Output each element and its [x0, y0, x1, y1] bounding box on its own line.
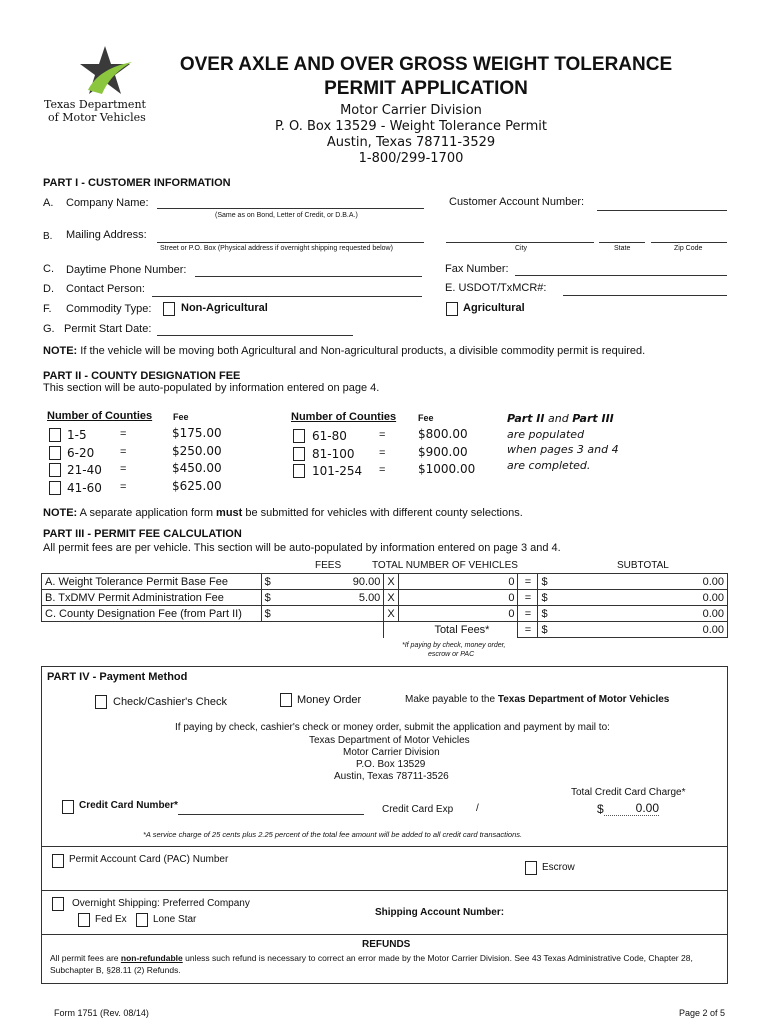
payable-to-text: Make payable to the Texas Department of Motor Vehicles — [405, 694, 670, 705]
total-cell: $ 0.00 — [538, 622, 728, 638]
fee-cell: $ — [261, 606, 384, 622]
county-range: 21-40 — [67, 463, 102, 477]
part2-note: NOTE: A separate application form must be submitted for vehicles with different county selections. — [43, 507, 523, 519]
county-fee: $450.00 — [172, 461, 222, 475]
fee-label: B. TxDMV Permit Administration Fee — [42, 590, 262, 606]
times-cell: X — [384, 606, 398, 622]
part3-subheading: All permit fees are per vehicle. This section will be auto-populated by information entered on page 3 and 4. — [43, 542, 561, 554]
county-range: 81-100 — [312, 447, 355, 461]
state-field[interactable] — [599, 242, 645, 243]
county-range: 101-254 — [312, 464, 363, 478]
subtotal-column-header: SUBTOTAL — [617, 560, 669, 571]
service-charge-note: *A service charge of 25 cents plus 2.25 percent of the total fee amount will be added to all credit card transactions. — [143, 830, 523, 839]
mail-address-line: P.O. Box 13529 — [356, 759, 426, 770]
shipping-account-label: Shipping Account Number: — [375, 907, 505, 918]
county-equals: = — [379, 447, 386, 459]
part3-heading: PART III - PERMIT FEE CALCULATION — [43, 528, 242, 540]
mail-address-line: Austin, Texas 78711-3526 — [334, 771, 449, 782]
vehicle-count-field[interactable]: 0 — [398, 590, 518, 606]
fee-calculation-table — [41, 573, 728, 638]
non-agricultural-label: Non-Agricultural — [181, 302, 268, 314]
county-range: 61-80 — [312, 429, 347, 443]
cc-total-value: 0.00 — [604, 801, 659, 816]
credit-card-checkbox[interactable] — [62, 800, 74, 814]
contact-field[interactable] — [152, 296, 422, 297]
total-note-line2: escrow or PAC — [428, 651, 475, 658]
equals-cell: = — [518, 574, 538, 590]
usdot-label: E. USDOT/TxMCR#: — [445, 282, 547, 294]
county-range: 6-20 — [67, 446, 95, 460]
contact-label: Contact Person: — [66, 283, 145, 295]
part4-heading: PART IV - Payment Method — [47, 671, 188, 683]
divider — [41, 890, 728, 891]
money-order-label: Money Order — [297, 694, 362, 706]
account-number-label: Customer Account Number: — [449, 196, 585, 208]
agricultural-label: Agricultural — [463, 302, 525, 314]
cc-total-label: Total Credit Card Charge* — [571, 787, 686, 798]
county-fee: $1000.00 — [418, 462, 476, 476]
part1-heading: PART I - CUSTOMER INFORMATION — [43, 177, 231, 189]
county-equals: = — [120, 463, 127, 475]
agricultural-checkbox[interactable] — [446, 302, 458, 316]
logo-text-line2: of Motor Vehicles — [48, 111, 146, 124]
street-field[interactable] — [157, 242, 424, 243]
right-fee-header: Fee — [418, 413, 434, 423]
fees-column-header: FEES — [315, 560, 342, 571]
cc-total-dollar: $ — [597, 802, 604, 816]
lonestar-label: Lone Star — [153, 914, 197, 925]
escrow-checkbox[interactable] — [525, 861, 537, 875]
start-date-field[interactable] — [157, 335, 353, 336]
times-cell: X — [384, 574, 398, 590]
county-equals: = — [120, 446, 127, 458]
subtotal-cell: $ 0.00 — [538, 574, 728, 590]
c-letter: C. — [43, 263, 54, 275]
table-row — [42, 590, 728, 606]
b-letter: B. — [43, 231, 53, 242]
escrow-label: Escrow — [542, 862, 575, 873]
county-101-254-checkbox[interactable] — [293, 464, 305, 478]
county-equals: = — [120, 428, 127, 440]
vehicles-column-header: TOTAL NUMBER OF VEHICLES — [372, 560, 518, 571]
county-21-40-checkbox[interactable] — [49, 463, 61, 477]
county-6-20-checkbox[interactable] — [49, 446, 61, 460]
divider — [41, 934, 728, 935]
left-fee-header: Fee — [173, 412, 189, 422]
account-number-field[interactable] — [597, 210, 727, 211]
part2-subheading: This section will be auto-populated by information entered on page 4. — [43, 382, 380, 394]
county-fee: $800.00 — [418, 427, 468, 441]
state-hint: State — [614, 245, 631, 252]
form-number: Form 1751 (Rev. 08/14) — [54, 1008, 149, 1018]
total-equals: = — [518, 622, 538, 638]
f-letter: F. — [43, 303, 52, 315]
refunds-heading: REFUNDS — [362, 939, 411, 950]
non-agricultural-checkbox[interactable] — [163, 302, 175, 316]
total-fees-value: 0.00 — [702, 623, 724, 636]
total-label: Total Fees* — [434, 623, 490, 636]
phone-label: Daytime Phone Number: — [66, 264, 187, 276]
company-name-field[interactable] — [157, 208, 424, 209]
fee-cell: $ 5.00 — [261, 590, 384, 606]
fedex-checkbox[interactable] — [78, 913, 90, 927]
auto-populate-note: Part II and Part III are populated when pages 3 and 4 are completed. — [507, 412, 619, 472]
fedex-label: Fed Ex — [95, 914, 127, 925]
subtotal-cell: $ 0.00 — [538, 606, 728, 622]
vehicle-count-field[interactable]: 0 — [398, 574, 518, 590]
lonestar-checkbox[interactable] — [136, 913, 148, 927]
left-counties-header: Number of Counties — [47, 410, 153, 422]
d-letter: D. — [43, 283, 54, 295]
total-note-line1: *If paying by check, money order, — [402, 642, 506, 649]
phone-line: 1-800/299-1700 — [358, 151, 464, 166]
table-row — [42, 574, 728, 590]
check-payment-checkbox[interactable] — [95, 695, 107, 709]
part4-box — [41, 666, 728, 984]
logo-text-line1: Texas Department — [44, 98, 146, 111]
times-cell: X — [384, 590, 398, 606]
county-1-5-checkbox[interactable] — [49, 428, 61, 442]
company-name-hint: (Same as on Bond, Letter of Credit, or D.B.A.) — [215, 212, 358, 219]
company-name-label: Company Name: — [66, 197, 149, 209]
start-date-label: Permit Start Date: — [64, 323, 152, 335]
county-fee: $250.00 — [172, 444, 222, 458]
part2-heading: PART II - COUNTY DESIGNATION FEE — [43, 370, 241, 382]
credit-card-number-field[interactable] — [178, 814, 364, 815]
county-fee: $175.00 — [172, 426, 222, 440]
table-row — [42, 606, 728, 622]
a-letter: A. — [43, 197, 54, 209]
zip-field[interactable] — [651, 242, 727, 243]
street-hint: Street or P.O. Box (Physical address if overnight shipping requested below) — [160, 245, 393, 252]
county-fee: $900.00 — [418, 445, 468, 459]
credit-card-number-label: Credit Card Number* — [79, 800, 178, 811]
mail-instructions: If paying by check, cashier's check or money order, submit the application and payment by mail to: — [175, 722, 610, 733]
county-81-100-checkbox[interactable] — [293, 447, 305, 461]
right-counties-header: Number of Counties — [291, 411, 397, 423]
refund-policy-line2: Subchapter B, §28.11 (2) Refunds. — [50, 965, 181, 975]
form-title-line2: PERMIT APPLICATION — [324, 78, 528, 99]
county-equals: = — [379, 429, 386, 441]
usdot-field[interactable] — [563, 295, 727, 296]
total-row — [42, 622, 728, 638]
county-41-60-checkbox[interactable] — [49, 481, 61, 495]
county-range: 41-60 — [67, 481, 102, 495]
g-letter: G. — [43, 323, 55, 335]
equals-cell: = — [518, 590, 538, 606]
pac-checkbox[interactable] — [52, 854, 64, 868]
city-hint: City — [515, 245, 528, 252]
city-field[interactable] — [446, 242, 594, 243]
fee-label: A. Weight Tolerance Permit Base Fee — [42, 574, 262, 590]
city-line: Austin, Texas 78711-3529 — [326, 135, 496, 150]
mailing-address-label: Mailing Address: — [66, 229, 147, 241]
money-order-checkbox[interactable] — [280, 693, 292, 707]
subtotal-cell: $ 0.00 — [538, 590, 728, 606]
refund-policy-line1: All permit fees are non-refundable unless such refund is necessary to correct an error made by the Motor Carrier Division. See 43 Texas Administrative Code, Chapter 28, — [50, 953, 693, 963]
page-number: Page 2 of 5 — [679, 1008, 726, 1018]
fee-label: C. County Designation Fee (from Part II) — [42, 606, 262, 622]
credit-card-exp-label: Credit Card Exp — [382, 804, 454, 815]
pobox-line: P. O. Box 13529 - Weight Tolerance Permit — [274, 119, 548, 134]
zip-hint: Zip Code — [674, 245, 703, 252]
divider — [41, 846, 728, 847]
phone-field[interactable] — [195, 276, 422, 277]
pac-label: Permit Account Card (PAC) Number — [69, 854, 229, 865]
county-range: 1-5 — [67, 428, 87, 442]
county-equals: = — [379, 464, 386, 476]
part1-note: NOTE: If the vehicle will be moving both Agricultural and Non-agricultural products, a divisible commodity permit is required. — [43, 345, 646, 357]
fax-field[interactable] — [515, 275, 727, 276]
form-title-line1: OVER AXLE AND OVER GROSS WEIGHT TOLERANCE — [179, 54, 673, 75]
fax-label: Fax Number: — [445, 263, 509, 275]
fee-cell: $ 90.00 — [261, 574, 384, 590]
mail-address-line: Texas Department of Motor Vehicles — [309, 735, 470, 746]
credit-card-exp-slash: / — [476, 803, 479, 814]
mail-address-line: Motor Carrier Division — [343, 747, 440, 758]
check-payment-label: Check/Cashier's Check — [113, 696, 227, 708]
commodity-label: Commodity Type: — [66, 303, 152, 315]
equals-cell: = — [518, 606, 538, 622]
county-equals: = — [120, 481, 127, 493]
vehicle-count-field[interactable]: 0 — [398, 606, 518, 622]
division-line: Motor Carrier Division — [340, 103, 482, 118]
overnight-shipping-checkbox[interactable] — [52, 897, 64, 911]
overnight-shipping-label: Overnight Shipping: Preferred Company — [72, 898, 250, 909]
county-fee: $625.00 — [172, 479, 222, 493]
county-61-80-checkbox[interactable] — [293, 429, 305, 443]
